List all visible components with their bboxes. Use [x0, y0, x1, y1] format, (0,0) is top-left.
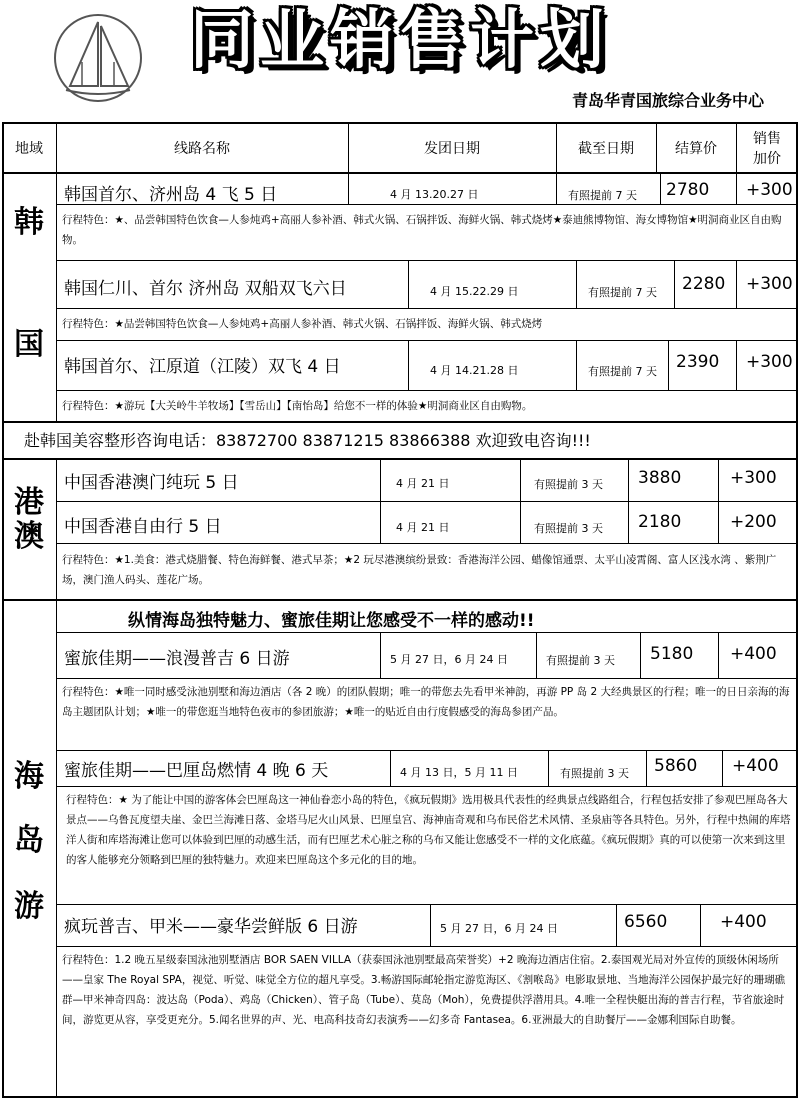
region-hkmacau-1: 港: [14, 485, 44, 520]
route-name: 中国香港澳门纯玩 5 日: [64, 473, 239, 493]
markup: +300: [746, 352, 793, 372]
region-island-1: 海: [14, 759, 44, 794]
departure-date: 4 月 14.21.28 日: [430, 364, 519, 377]
col-deadline-header: 截至日期: [578, 141, 634, 157]
page-title: 同业销售计划: [190, 4, 610, 78]
departure-date: 4 月 21 日: [396, 521, 450, 534]
markup: +400: [730, 644, 777, 664]
markup: +400: [732, 756, 779, 776]
settlement-price: 5860: [654, 756, 698, 776]
departure-date: 4 月 21 日: [396, 477, 450, 490]
col-markup-header-1: 销售: [753, 131, 781, 147]
col-region-header: 地域: [15, 141, 43, 157]
route-name: 中国香港自由行 5 日: [64, 517, 222, 537]
settlement-price: 6560: [624, 912, 668, 932]
itinerary-feature: 行程特色：★游玩【大关岭牛羊牧场】【雪岳山】【南怡岛】给您不一样的体验★明洞商业区自由购物。: [62, 400, 533, 412]
itinerary-feature: 行程特色：★1.美食：港式烧腊餐、特色海鲜餐、港式早茶；★2 玩尽港澳缤纷景致：香港海洋公园、蜡像馆通票、太平山凌霄阁、富人区浅水湾 、紫荆广场，澳门渔人码头、莲花广场。: [62, 554, 777, 586]
deadline: 有照提前 3 天: [534, 522, 603, 535]
region-island-2: 岛: [14, 823, 44, 858]
region-korea-1: 韩: [14, 205, 44, 240]
route-name: 韩国仁川、首尔 济州岛 双船双飞六日: [64, 279, 347, 299]
route-name: 蜜旅佳期——浪漫普吉 6 日游: [64, 649, 290, 669]
col-markup-header-2: 加价: [753, 151, 781, 167]
deadline: 有照提前 3 天: [546, 654, 615, 667]
itinerary-feature: 行程特色：★品尝韩国特色饮食—人参炖鸡+高丽人参补酒、韩式火锅、石锅拌饭、海鲜火锅、韩式烧烤: [62, 318, 543, 330]
col-route-header: 线路名称: [174, 141, 230, 157]
route-name: 蜜旅佳期——巴厘岛燃情 4 晚 6 天: [64, 761, 329, 781]
markup: +200: [730, 512, 777, 532]
itinerary-feature: 行程特色：★、品尝韩国特色饮食—人参炖鸡+高丽人参补酒、韩式火锅、石锅拌饭、海鲜火锅、韩式烧烤★泰迪熊博物馆、海女博物馆★明洞商业区自由购物。: [62, 214, 782, 246]
route-name: 疯玩普吉、甲米——豪华尝鲜版 6 日游: [64, 917, 358, 937]
departure-date: 4 月 13.20.27 日: [390, 188, 479, 201]
itinerary-feature: 行程特色：1.2 晚五星级泰国泳池别墅酒店 BOR SAEN VILLA（获泰国泳池别墅最高荣誉奖）+2 晚海边酒店住宿。2.泰国观光局对外宣传的顶级休闲场所——皇家 The Royal SPA，视觉、听觉、味觉全方位的超凡享受。3.畅游国际邮轮指定游览海区、《割喉岛》电影取景地、当地海洋公园保护最完好的珊瑚礁群—甲米神奇四岛：波达岛（Poda）、鸡岛（Chicken）、管子岛（Tube）、莫岛（Moh），免费提供浮潜用具。4.唯一全程快艇出海的普吉行程，节省旅途时间，游览更从容，享受更充分。5.闻名世界的声、光、电高科技奇幻表演秀——幻多奇 Fantasea。6.亚洲最大的自助餐厅——金娜利国际自助餐。: [62, 954, 786, 1026]
departure-date: 4 月 15.22.29 日: [430, 285, 519, 298]
region-island-3: 游: [14, 889, 44, 924]
region-korea-2: 国: [14, 327, 44, 362]
deadline: 有照提前 3 天: [560, 767, 629, 780]
settlement-price: 5180: [650, 644, 694, 664]
consult-phone-banner: 赴韩国美容整形咨询电话：83872700 83871215 83866388 欢迎致电咨询!!!: [24, 431, 591, 450]
settlement-price: 2280: [682, 274, 726, 294]
col-price-header: 结算价: [675, 141, 717, 157]
departure-date: 4 月 13 日，5 月 11 日: [400, 766, 518, 779]
settlement-price: 3880: [638, 468, 682, 488]
departure-date: 5 月 27 日，6 月 24 日: [440, 922, 558, 935]
deadline: 有照提前 7 天: [588, 365, 657, 378]
sailboat-logo-icon: [52, 12, 144, 104]
deadline: 有照提前 3 天: [534, 478, 603, 491]
markup: +300: [746, 274, 793, 294]
region-hkmacau-2: 澳: [14, 519, 44, 554]
settlement-price: 2180: [638, 512, 682, 532]
deadline: 有照提前 7 天: [568, 189, 637, 202]
company-name: 青岛华青国旅综合业务中心: [571, 91, 764, 110]
markup: +400: [720, 912, 767, 932]
markup: +300: [746, 180, 793, 200]
settlement-price: 2390: [676, 352, 720, 372]
route-name: 韩国首尔、济州岛 4 飞 5 日: [64, 185, 278, 205]
itinerary-feature: 行程特色：★ 为了能让中国的游客体会巴厘岛这一神仙眷恋小岛的特色，《疯玩假期》选用极具代表性的经典景点线路组合，行程包括安排了参观巴厘岛各大景点——乌鲁瓦度望夫崖、金巴兰海滩日落、金塔马尼火山风景、巴厘皇宫、海神庙奇观和乌布民俗艺术风情、圣泉庙等各具特色。另外，行程中热闹的库塔洋人街和库塔海滩让您可以体验到巴厘的动感生活，而有巴厘艺术心脏之称的乌布又能让您感受不一样的文化底蕴。《疯玩假期》真的可以使第一次来到这里的客人能够充分领略到巴厘的独特魅力。欢迎来巴厘岛这个多元化的目的地。: [66, 794, 791, 866]
settlement-price: 2780: [666, 180, 710, 200]
col-date-header: 发团日期: [424, 141, 480, 157]
deadline: 有照提前 7 天: [588, 286, 657, 299]
route-name: 韩国首尔、江原道（江陵）双飞 4 日: [64, 357, 341, 377]
departure-date: 5 月 27 日，6 月 24 日: [390, 653, 508, 666]
markup: +300: [730, 468, 777, 488]
island-banner: 纵情海岛独特魅力、蜜旅佳期让您感受不一样的感动!!: [128, 611, 535, 631]
itinerary-feature: 行程特色：★唯一同时感受泳池别墅和海边酒店（各 2 晚）的团队假期；唯一的带您去先看甲米神韵，再游 PP 岛 2 大经典景区的行程；唯一的日日亲海的海岛主题团队计划；★唯一的带您逛当地特色夜市的参团旅游；★唯一的贴近自由行度假感受的海岛参团产品。: [62, 686, 790, 718]
